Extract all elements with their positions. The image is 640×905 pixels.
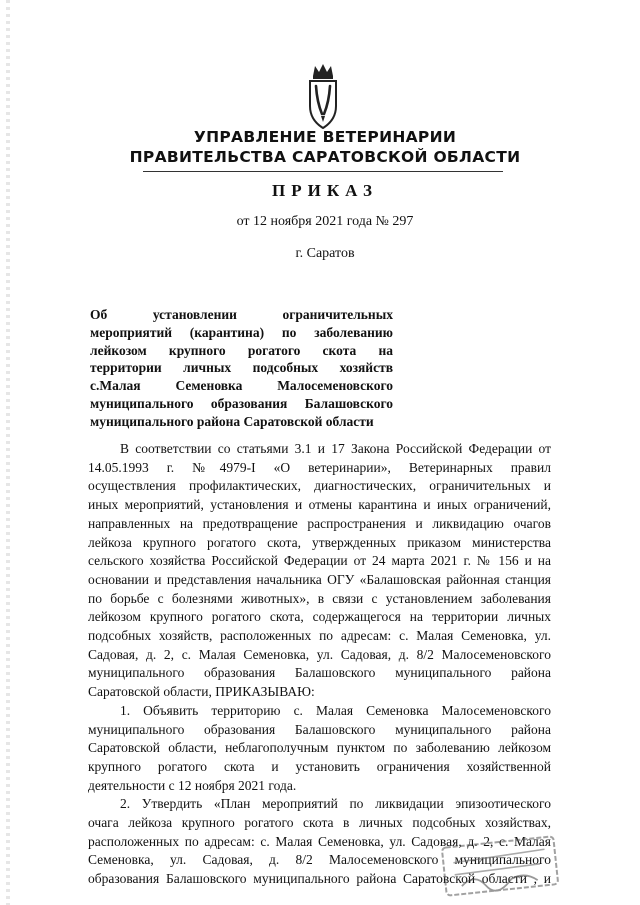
body-line: муниципального образования Балашовского муниципального района [88, 665, 551, 681]
body-line: расположенных по адресам: с. Малая Семеновка, ул. Садовая, д. 2, с. Малая [88, 833, 551, 849]
subject-line: муниципального образования Балашовского [90, 395, 393, 411]
body-line: очага лейкоза крупного рогатого скота в личных подсобных хозяйствах, [88, 815, 551, 831]
subject-line: Об установлении ограничительных [90, 307, 393, 322]
body-line: крупного рогатого скота и установить ограничения хозяйственной [88, 758, 551, 774]
subject-line: лейкозом крупного рогатого скота на [90, 342, 393, 358]
body-line: муниципального образования Балашовского муниципального района [88, 721, 551, 737]
body-line: лейкоза крупного рогатого скота, утвержденных приказом министерства [88, 534, 551, 550]
body-line: иных мероприятий, установления и отмены карантина и иных ограничений, [88, 497, 551, 513]
order-date-number: от 12 ноября 2021 года № 297 [236, 214, 414, 229]
body-line: образования Балашовского муниципального района Саратовской области , и [88, 871, 551, 887]
body-line: основании и представления начальника ОГУ «Балашовская районная станция [88, 571, 551, 587]
body-line: Саратовской области, неблагополучным пунктом по заболеванию лейкозом [88, 740, 551, 756]
order-subject [90, 306, 393, 431]
saratov-coat-of-arms-icon [303, 62, 343, 132]
org-name-line-2: ПРАВИТЕЛЬСТВА САРАТОВСКОЙ ОБЛАСТИ [129, 148, 521, 166]
subject-line: муниципального района Саратовской области [90, 413, 374, 429]
body-line: В соответствии со статьями 3.1 и 17 Закона Российской Федерации от [120, 441, 551, 456]
body-line: сельского хозяйства Российской Федерации от 24 марта 2021 г. № 156 и на [88, 553, 551, 569]
body-line: по борьбе с болезнями животных», в связи с установлением заболевания [88, 590, 551, 606]
body-line: лейкозом крупного рогатого скота, содержащегося на территории личных [88, 609, 551, 625]
body-line: Саратовской области, ПРИКАЗЫВАЮ: [88, 684, 315, 700]
body-line: Семеновка, ул. Садовая, д. 8/2 Малосеменовского муниципального [88, 852, 551, 868]
scan-edge [6, 0, 10, 905]
org-name-line-1: УПРАВЛЕНИЕ ВЕТЕРИНАРИИ [193, 128, 457, 146]
registration-stamp-icon [437, 832, 562, 900]
order-city: г. Саратов [295, 246, 355, 261]
body-line: осуществления профилактических, диагностических, ограничительных и [88, 478, 551, 494]
body-line: направленных на предотвращение распространения и ликвидацию очагов [88, 515, 551, 531]
subject-line: с.Малая Семеновка Малосеменовского [90, 378, 393, 394]
body-line: 14.05.1993 г. №4979-I «О ветеринарии», Ветеринарных правил [88, 459, 551, 475]
order-body [88, 440, 551, 889]
body-line: 2. Утвердить «План мероприятий по ликвидации эпизоотического [120, 796, 551, 812]
body-line: деятельности с 12 ноября 2021 года. [88, 777, 297, 793]
body-line: 1. Объявить территорию с. Малая Семеновка Малосеменовского [120, 702, 551, 718]
subject-line: мероприятий (карантина) по заболеванию [90, 324, 393, 340]
document-title: ПРИКАЗ [272, 181, 378, 200]
subject-line: территории личных подсобных хозяйств [90, 360, 393, 376]
body-line: Садовая, д. 2, с. Малая Семеновка, ул. Садовая, д. 8/2 Малосеменовского [88, 646, 551, 662]
header-divider [143, 171, 503, 172]
body-line: подсобных хозяйств, расположенных по адресам: с. Малая Семеновка, ул. [88, 628, 551, 644]
